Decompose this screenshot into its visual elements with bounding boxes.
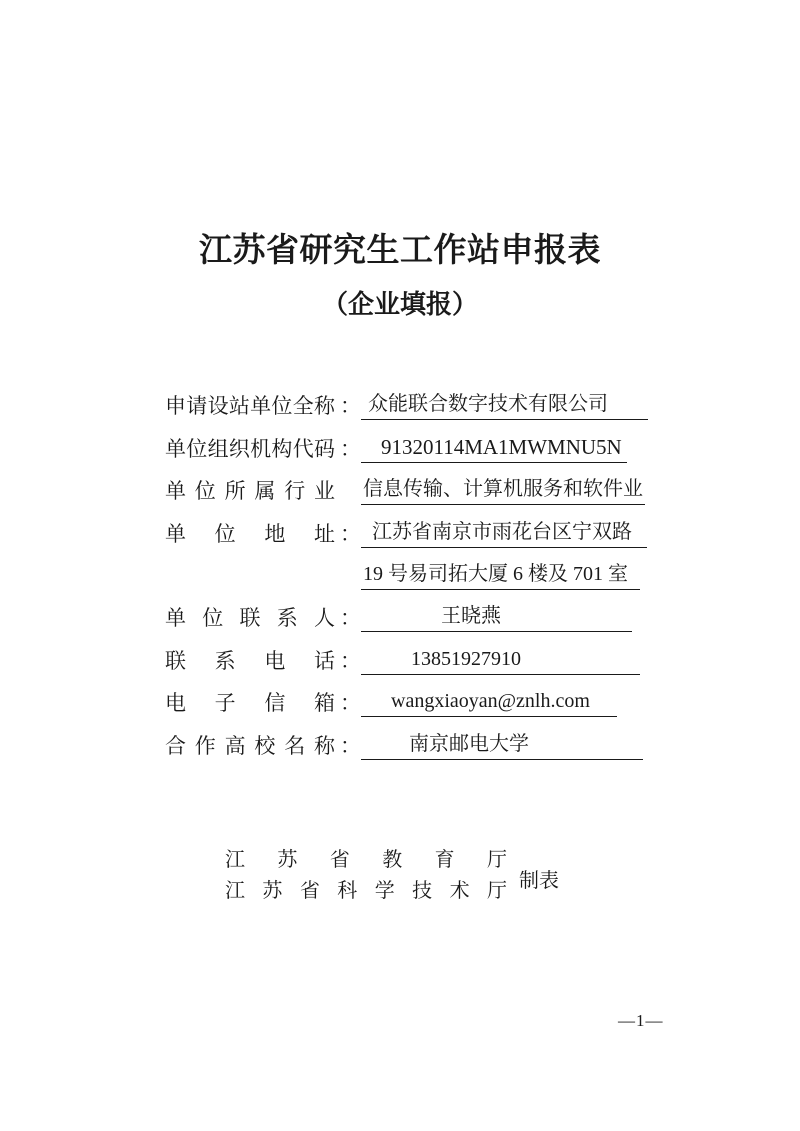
field-label: 单位所属行业: [165, 479, 335, 504]
page-number: —1—: [618, 1011, 664, 1030]
field-label: 电子信箱: [165, 691, 335, 716]
field-label: 单位组织机构代码: [165, 436, 335, 461]
footer-agency-line-2: 江苏省科学技术厅: [225, 880, 507, 902]
document-subtitle: （企业填报）: [321, 290, 478, 319]
field-value: 江苏省南京市雨花台区宁双路: [361, 519, 647, 548]
application-form: [165, 378, 665, 760]
field-label: 单位地址: [165, 521, 335, 546]
document-title: 江苏省研究生工作站申报表: [199, 233, 601, 269]
footer-agencies: [225, 845, 507, 907]
form-row-org-code: [165, 420, 665, 462]
field-value: 91320114MA1MWMNU5N: [361, 434, 627, 463]
field-value: wangxiaoyan@znlh.com: [361, 688, 617, 717]
field-colon: ：: [340, 691, 361, 716]
form-row-phone: [165, 632, 665, 674]
form-row-contact-person: [165, 590, 665, 632]
footer-agency-line-1: 江苏省教育厅: [225, 849, 507, 871]
field-label: 联系电话: [165, 648, 335, 673]
field-colon: ：: [340, 733, 361, 758]
field-colon: ：: [340, 648, 361, 673]
field-colon: ：: [340, 394, 361, 419]
form-row-unit-full-name: [165, 378, 665, 420]
form-row-address-continued: [165, 548, 665, 590]
field-label: 申请设站单位全称: [165, 394, 335, 419]
form-row-address: [165, 505, 665, 547]
field-colon: ：: [340, 436, 361, 461]
field-label: 合作高校名称: [165, 733, 335, 758]
field-colon: ：: [340, 521, 361, 546]
field-value: 19 号易司拓大厦 6 楼及 701 室: [361, 561, 640, 590]
field-value: 南京邮电大学: [361, 731, 643, 760]
field-colon: ：: [340, 606, 361, 631]
field-value: 王晓燕: [361, 603, 632, 632]
field-value: 众能联合数字技术有限公司: [361, 391, 648, 420]
form-row-partner-university: [165, 717, 665, 759]
field-label: 单位联系人: [165, 606, 335, 631]
field-value: 信息传输、计算机服务和软件业: [361, 476, 645, 505]
footer: [225, 845, 559, 907]
footer-suffix: 制表: [519, 869, 559, 892]
field-value: 13851927910: [361, 646, 640, 675]
form-row-email: [165, 675, 665, 717]
form-row-industry: [165, 463, 665, 505]
